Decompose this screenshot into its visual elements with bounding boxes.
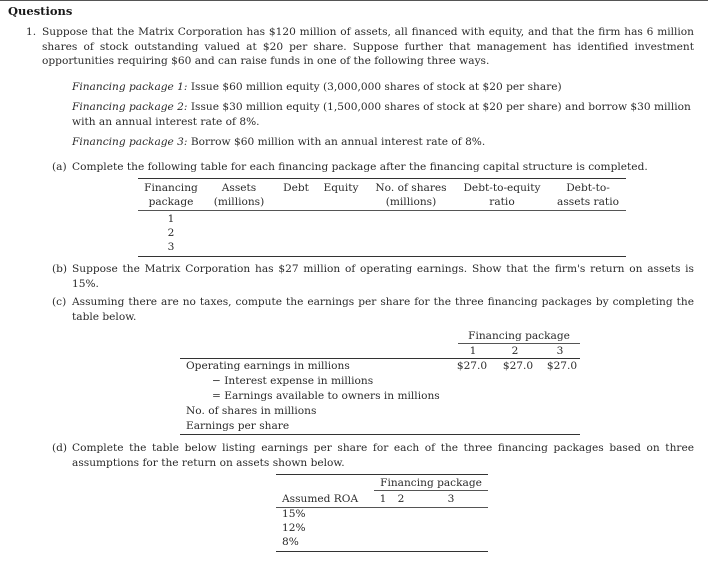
part-d-label: (d) (52, 442, 68, 454)
package-text: Issue $30 million equity (1,500,000 shares of stock at $20 per share) and borrow $30 million with an annual interest rate of 8%. (72, 101, 691, 128)
table-c-col-header: 2 (511, 345, 519, 357)
table-d-group-rule (374, 490, 488, 491)
table-a-row-label: 1 (167, 213, 175, 225)
part-d-text: Complete the table below listing earnings per share for each of the three financing packages based on three assumptions for the return on assets shown below. (72, 442, 694, 469)
table-d-row-label: 12% (282, 522, 306, 534)
table-a-header-top: Assets (221, 182, 257, 194)
table-a-header-bottom: (millions) (385, 196, 437, 208)
financing-package-2 (72, 100, 694, 129)
table-a-row-label: 2 (167, 227, 175, 239)
part-a-label: (a) (52, 161, 67, 173)
table-c-row-label: No. of shares in millions (186, 405, 317, 417)
question-number: 1. (26, 26, 37, 38)
table-d-bottom-rule (276, 551, 488, 552)
table-d-row-label: 8% (282, 536, 299, 548)
table-a-header-bottom: (millions) (213, 196, 265, 208)
table-a-row-label: 3 (167, 241, 175, 253)
part-c-label: (c) (52, 296, 67, 308)
top-rule (0, 0, 708, 1)
table-a-header-bottom: assets ratio (557, 196, 619, 208)
package-label: Financing package 1: (72, 81, 188, 93)
table-d-row-header: Assumed ROA (282, 493, 359, 505)
table-d-col-header: 2 (397, 493, 405, 505)
part-a-text: Complete the following table for each financing package after the financing capital structure is completed. (72, 161, 648, 173)
table-c-row-label: − Interest expense in millions (212, 375, 374, 387)
table-a-header-top: Debt (283, 182, 309, 194)
financing-package-3 (72, 135, 694, 150)
part-b-label: (b) (52, 263, 68, 275)
part-c-text: Assuming there are no taxes, compute the earnings per share for the three financing packages by completing the table below. (72, 296, 694, 323)
table-c-value: $27.0 (546, 360, 578, 372)
table-a-header-top: Debt-to-equity (463, 182, 541, 194)
table-a-top-rule (138, 178, 626, 179)
table-c-bottom-rule (180, 434, 580, 435)
package-text: Issue $60 million equity (3,000,000 shares of stock at $20 per share) (190, 81, 562, 93)
table-c-row-label: Operating earnings in millions (186, 360, 350, 372)
package-text: Borrow $60 million with an annual interest rate of 8%. (190, 136, 486, 148)
table-d-group-header: Financing package (380, 477, 482, 489)
table-c-col-header: 1 (469, 345, 477, 357)
table-d-col-header: 3 (447, 493, 455, 505)
question-intro: Suppose that the Matrix Corporation has $120 million of assets, all financed with equity, and that the firm has 6 million shares of stock outstanding valued at $20 per share. Suppose further that management has identified investment opportunities requiring $60 and can raise funds in one of the following three ways. (42, 26, 694, 67)
table-a-header-top: No. of shares (375, 182, 447, 194)
table-c-group-header: Financing package (468, 330, 570, 342)
page-heading: Questions (8, 4, 73, 18)
table-d-col-header: 1 (379, 493, 387, 505)
table-d-header-rule (276, 507, 488, 508)
package-label: Financing package 2: (72, 101, 188, 113)
part-b-text: Suppose the Matrix Corporation has $27 million of operating earnings. Show that the firm's return on assets is 15%. (72, 263, 694, 290)
table-a-header-top: Financing (144, 182, 198, 194)
table-a-header-top: Debt-to- (566, 182, 610, 194)
table-a-header-bottom: ratio (489, 196, 515, 208)
table-a-header-top: Equity (323, 182, 359, 194)
table-a-bottom-rule (138, 256, 626, 257)
table-a-header-rule (138, 210, 626, 211)
financing-package-1 (72, 80, 694, 95)
table-a-header-bottom: package (148, 196, 194, 208)
table-c-row-label: Earnings per share (186, 420, 290, 432)
table-d-row-label: 15% (282, 508, 306, 520)
table-c-row-label: = Earnings available to owners in millions (212, 390, 440, 402)
package-label: Financing package 3: (72, 136, 188, 148)
table-c-value: $27.0 (502, 360, 534, 372)
table-c-col-header: 3 (556, 345, 564, 357)
table-d-top-rule (276, 474, 488, 475)
table-c-value: $27.0 (456, 360, 488, 372)
